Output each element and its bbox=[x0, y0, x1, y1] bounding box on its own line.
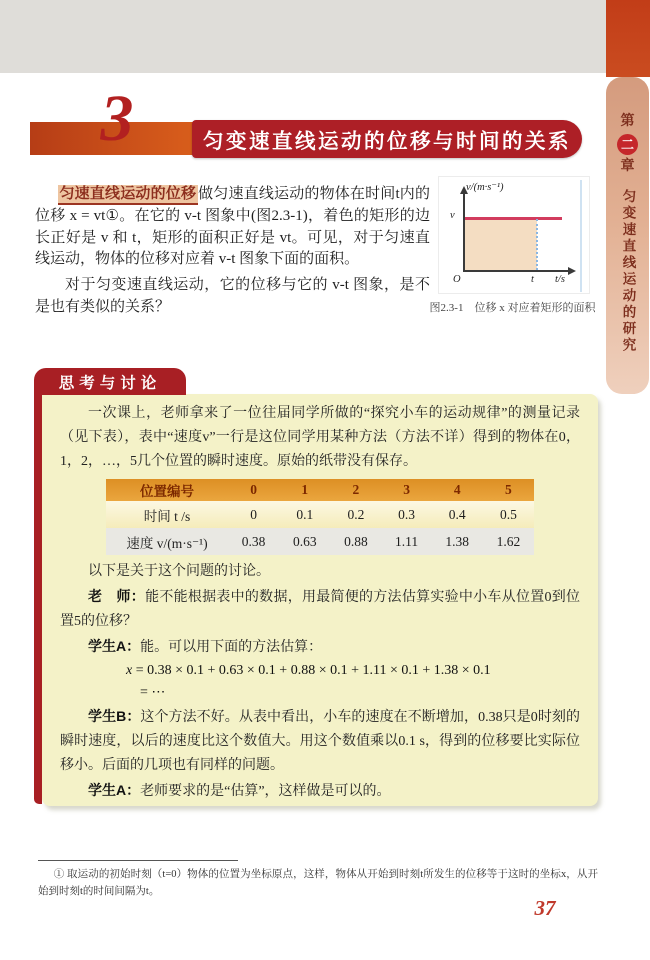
cell: 0.88 bbox=[330, 528, 381, 555]
row-label: 时间 t /s bbox=[106, 501, 228, 528]
speaker-student-a: 学生A： bbox=[88, 638, 141, 654]
figure-y-axis-label: v/(m·s⁻¹) bbox=[466, 182, 504, 193]
cell: 0.2 bbox=[330, 501, 381, 528]
measurement-table bbox=[106, 479, 534, 555]
cell: 0.1 bbox=[279, 501, 330, 528]
speaker-student-a-2: 学生A： bbox=[88, 782, 141, 798]
table-row-time bbox=[106, 501, 534, 528]
section-title-banner bbox=[192, 120, 582, 158]
intro-paragraphs bbox=[35, 183, 430, 319]
cell: 1 bbox=[279, 479, 330, 501]
figure-caption: 图2.3-1 位移 x 对应着矩形的面积 bbox=[429, 302, 596, 314]
dialog-student-b-text: 这个方法不好。从表中看出，小车的速度在不断增加，0.38只是0时刻的瞬时速度，以后的速度比这个数值大。用这个数值乘以0.1 s，得到的位移要比实际位移小。后面的几项也有同样的问题。 bbox=[60, 710, 580, 773]
cell: 5 bbox=[483, 479, 534, 501]
page-number: 37 bbox=[534, 896, 556, 920]
box-left-strip bbox=[34, 390, 42, 804]
figure-vt-graph bbox=[438, 176, 590, 294]
think-discuss-box bbox=[42, 394, 598, 806]
cell: 0.5 bbox=[483, 501, 534, 528]
figure-t-label: t bbox=[531, 274, 534, 285]
dialog-lead: 以下是关于这个问题的讨论。 bbox=[88, 564, 270, 579]
cell: 0.38 bbox=[228, 528, 279, 555]
dotted-time-line bbox=[536, 219, 538, 270]
row-label: 位置编号 bbox=[106, 479, 228, 501]
cell: 1.62 bbox=[483, 528, 534, 555]
key-term: 匀速直线运动的位移 bbox=[58, 185, 199, 205]
speaker-student-b: 学生B： bbox=[88, 708, 141, 724]
intro-paragraph-2: 对于匀变速直线运动，它的位移与它的 v-t 图象，是不是也有类似的关系？ bbox=[35, 277, 430, 315]
dialog-student-a bbox=[60, 634, 580, 660]
corner-red-block bbox=[606, 0, 650, 77]
cell: 3 bbox=[382, 479, 432, 501]
cell: 1.11 bbox=[382, 528, 432, 555]
x-axis bbox=[463, 270, 569, 272]
think-discuss-tab bbox=[34, 368, 186, 395]
dialog-student-b bbox=[60, 704, 580, 778]
dialog-teacher-text: 能不能根据表中的数据，用最简便的方法估算实验中小车从位置0到位置5的位移？ bbox=[60, 590, 581, 629]
speaker-teacher: 老 师： bbox=[88, 588, 146, 604]
section-title: 匀变速直线运动的位移与时间的关系 bbox=[203, 131, 571, 153]
equation-line-2: = ⋯ bbox=[140, 685, 166, 700]
dialog-student-a-2-text: 老师要求的是“估算”，这样做是可以的。 bbox=[140, 784, 391, 799]
figure-x-axis-label: t/s bbox=[555, 274, 565, 285]
equation-line-1 bbox=[126, 660, 580, 682]
dialog-student-a-text: 能。可以用下面的方法估算： bbox=[140, 640, 323, 655]
figure-v-label: v bbox=[450, 210, 455, 221]
intro-paragraph-1 bbox=[35, 183, 430, 271]
top-gray-band bbox=[0, 0, 650, 73]
cell: 0.3 bbox=[382, 501, 432, 528]
section-number: 3 bbox=[100, 82, 134, 155]
velocity-line bbox=[465, 217, 562, 220]
chapter-number-badge: 二 bbox=[617, 134, 638, 155]
chapter-prefix: 第 bbox=[620, 114, 635, 129]
row-label: 速度 v/(m·s⁻¹) bbox=[106, 528, 228, 555]
cell: 2 bbox=[330, 479, 381, 501]
shaded-rectangle bbox=[465, 219, 537, 270]
cell: 4 bbox=[432, 479, 483, 501]
box-intro-paragraph: 一次课上，老师拿来了一位往届同学所做的“探究小车的运动规律”的测量记录（见下表），表中“速度v”一行是这位同学用某种方法（方法不详）得到的物体在0，1，2，…，5几个位置的瞬时速度。原始的纸带没有保存。 bbox=[60, 406, 580, 469]
chapter-sidebar bbox=[606, 77, 649, 394]
cell: 0.63 bbox=[279, 528, 330, 555]
dialog-teacher bbox=[60, 584, 580, 634]
equation-rhs: = 0.38 × 0.1 + 0.63 × 0.1 + 0.88 × 0.1 + 1.11 × 0.1 + 1.38 × 0.1 bbox=[135, 663, 491, 678]
dialog-student-a-2 bbox=[60, 778, 580, 804]
figure-edge-line bbox=[580, 180, 582, 292]
chapter-suffix: 章 bbox=[620, 159, 635, 174]
figure-origin-label: O bbox=[453, 274, 461, 285]
x-axis-arrow-icon bbox=[568, 267, 576, 275]
cell: 0 bbox=[228, 479, 279, 501]
footnote: ① 取运动的初始时刻（t=0）物体的位置为坐标原点，这样，物体从开始到时刻t所发生的位移等于这时的坐标x，从开始到时刻t的时间间隔为t。 bbox=[38, 869, 598, 897]
table-row-position bbox=[106, 479, 534, 501]
equation-variable: x bbox=[126, 663, 133, 678]
cell: 1.38 bbox=[432, 528, 483, 555]
footnote-rule bbox=[38, 860, 238, 861]
intro-paragraph-1-text: 做匀速直线运动的物体在时间t内的位移 x = vt①。在它的 v-t 图象中(图2.3-1)，着色的矩形的边长正好是 v 和 t，矩形的面积正好是 vt。可见，对于匀速直线运动，物体的位移对应着 v-t 图象下面的面积。 bbox=[35, 186, 430, 268]
chapter-title: 匀变速直线运动的研究 bbox=[620, 189, 636, 354]
cell: 0 bbox=[228, 501, 279, 528]
table-row-velocity bbox=[106, 528, 534, 555]
cell: 0.4 bbox=[432, 501, 483, 528]
think-discuss-title: 思考与讨论 bbox=[58, 374, 162, 392]
